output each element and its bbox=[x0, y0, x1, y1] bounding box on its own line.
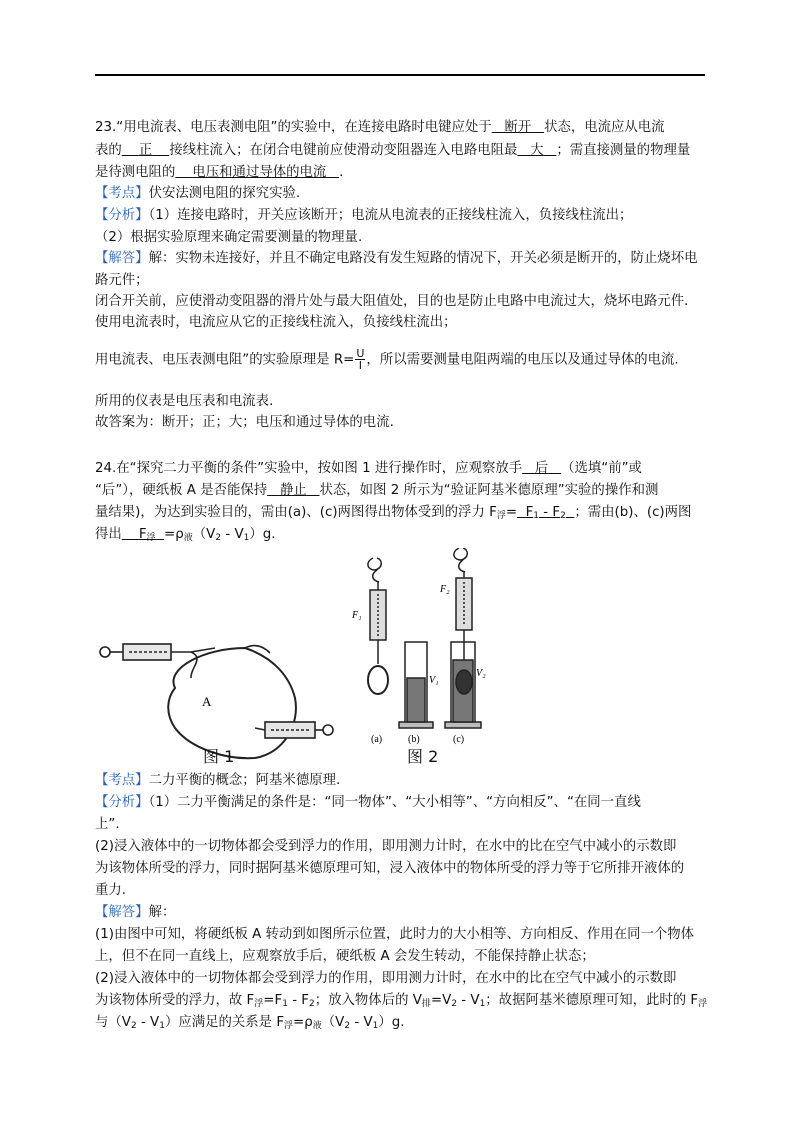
label-V1: V₁ bbox=[429, 675, 439, 686]
figure-2c-diagram bbox=[445, 548, 481, 728]
figure-1-diagram bbox=[100, 644, 333, 758]
label-a: (a) bbox=[371, 734, 383, 745]
jieda-tag: 【解答】 bbox=[95, 251, 149, 266]
q23-jieda-4: 使用电流表时，电流应从它的正接线柱流入，负接线柱流出； bbox=[95, 315, 457, 330]
q24-jieda-5: 与$(V_2 - V_1)$应满足的关系是 $F_浮=\rho_液(V_2 - V_1)g$. bbox=[95, 1015, 405, 1031]
q23-jieda-1: 【解答】解：实物未连接好，并且不确定电路没有发生短路的情况下，开关必须是断开的，防止烧坏电 bbox=[95, 251, 698, 266]
q24-fenxi-5: 重力. bbox=[95, 883, 127, 898]
label-b: (b) bbox=[408, 734, 420, 745]
label-V2: V₂ bbox=[476, 668, 486, 679]
header-rule bbox=[95, 74, 705, 76]
q23-fenxi-1: 【分析】（1）连接电路时，开关应该断开；电流从电流表的正接线柱流入，负接线柱流出； bbox=[95, 208, 633, 223]
figure-2b-diagram bbox=[399, 642, 433, 728]
q24-jieda-1: (1)由图中可知，将硬纸板 A 转动到如图所示位置，此时力的大小相等、方向相反、作用在同一个物体 bbox=[95, 927, 695, 942]
q24-line-1: 24.在“探究二力平衡的条件”实验中，按如图 1 进行操作时，应观察放手 后 （选填“前”或 bbox=[95, 461, 642, 476]
label-F1: F₁ bbox=[352, 610, 362, 621]
label-c: (c) bbox=[453, 734, 465, 745]
q23-line-3: 是待测电阻的 电压和通过导体的电流 . bbox=[95, 165, 344, 180]
fraction-u-over-i: $\frac{U}{I}$ bbox=[356, 347, 365, 372]
figure-2-caption: 图 2 bbox=[407, 747, 439, 766]
q24-fenxi-2: 上”. bbox=[95, 817, 120, 832]
q24-line-2: “后”），硬纸板 A 是否能保持 静止 状态，如图 2 所示为“验证阿基米德原理”实验的操作和测 bbox=[95, 483, 659, 498]
q23-line-1: 23.“用电流表、电压表测电阻”的实验中，在连接电路时电键应处于 断开 状态，电流应从电流 bbox=[95, 120, 665, 135]
q24-kaodian: 【考点】二力平衡的概念；阿基米德原理. bbox=[95, 773, 341, 788]
q24-fenxi-1: 【分析】（1）二力平衡满足的条件是：“同一物体”、“大小相等”、“方向相反”、“在同一直线 bbox=[95, 795, 641, 810]
label-F2: F₂ bbox=[440, 584, 450, 595]
q24-jieda-4: 为该物体所受的浮力，故 $F_浮=F_1 - F_2$；放入物体后的 $V_排=V_2 - V_1$；故据阿基米德原理可知，此时的 $F_浮$ bbox=[95, 993, 708, 1009]
q23-kaodian: 【考点】伏安法测电阻的探究实验. bbox=[95, 186, 301, 201]
experiment-figures bbox=[95, 548, 515, 770]
q24-line-4: 得出 $F_浮 =\rho_液(V_2 - V_1)g$. bbox=[95, 527, 276, 543]
q23-jieda-2: 路元件； bbox=[95, 273, 149, 288]
q24-jieda-3: (2)浸入液体中的一切物体都会受到浮力的作用，即用测力计时，在水中的比在空气中减小的示数即 bbox=[95, 971, 677, 986]
q23-jieda-6: 所用的仪表是电压表和电流表. bbox=[95, 394, 274, 409]
q23-line-2: 表的 正 接线柱流入；在闭合电键前应使滑动变阻器连入电路电阻最 大 ；需直接测量的物理量 bbox=[95, 143, 691, 158]
figure-2a-diagram bbox=[368, 558, 388, 694]
q23-fenxi-2: （2）根据实验原理来确定需要测量的物理量. bbox=[95, 230, 363, 245]
fenxi-tag: 【分析】 bbox=[95, 208, 149, 223]
kaodian-tag: 【考点】 bbox=[95, 186, 149, 201]
q23-answer: 故答案为：断开；正；大；电压和通过导体的电流. bbox=[95, 415, 394, 430]
q23-jieda-5: 用电流表、电压表测电阻”的实验原理是 R= $\frac{U}{I}$ ，所以需要测量电阻两端的电压以及通过导体的电流. bbox=[95, 347, 679, 372]
q24-jieda-0: 【解答】解： bbox=[95, 905, 176, 920]
figure-1-caption: 图 1 bbox=[203, 747, 235, 766]
q24-fenxi-4: 为该物体所受的浮力，同时据阿基米德原理可知，浸入液体中的物体所受的浮力等于它所排开液体的 bbox=[95, 861, 685, 876]
q23-jieda-3: 闭合开关前，应使滑动变阻器的滑片处与最大阻值处，目的也是防止电路中电流过大，烧坏电路元件． bbox=[95, 294, 698, 309]
figures bbox=[95, 548, 515, 770]
q24-jieda-2: 上，但不在同一直线上，应观察放手后，硬纸板 A 会发生转动，不能保持静止状态； bbox=[95, 949, 595, 964]
label-A: A bbox=[202, 694, 212, 709]
q24-line-3: 量结果)，为达到实验目的，需由(a)、(c)两图得出物体受到的浮力 $F_浮= F_1 - F_2$ ；需由(b)、(c)两图 bbox=[95, 505, 692, 521]
q24-fenxi-3: (2)浸入液体中的一切物体都会受到浮力的作用，即用测力计时，在水中的比在空气中减小的示数即 bbox=[95, 839, 677, 854]
